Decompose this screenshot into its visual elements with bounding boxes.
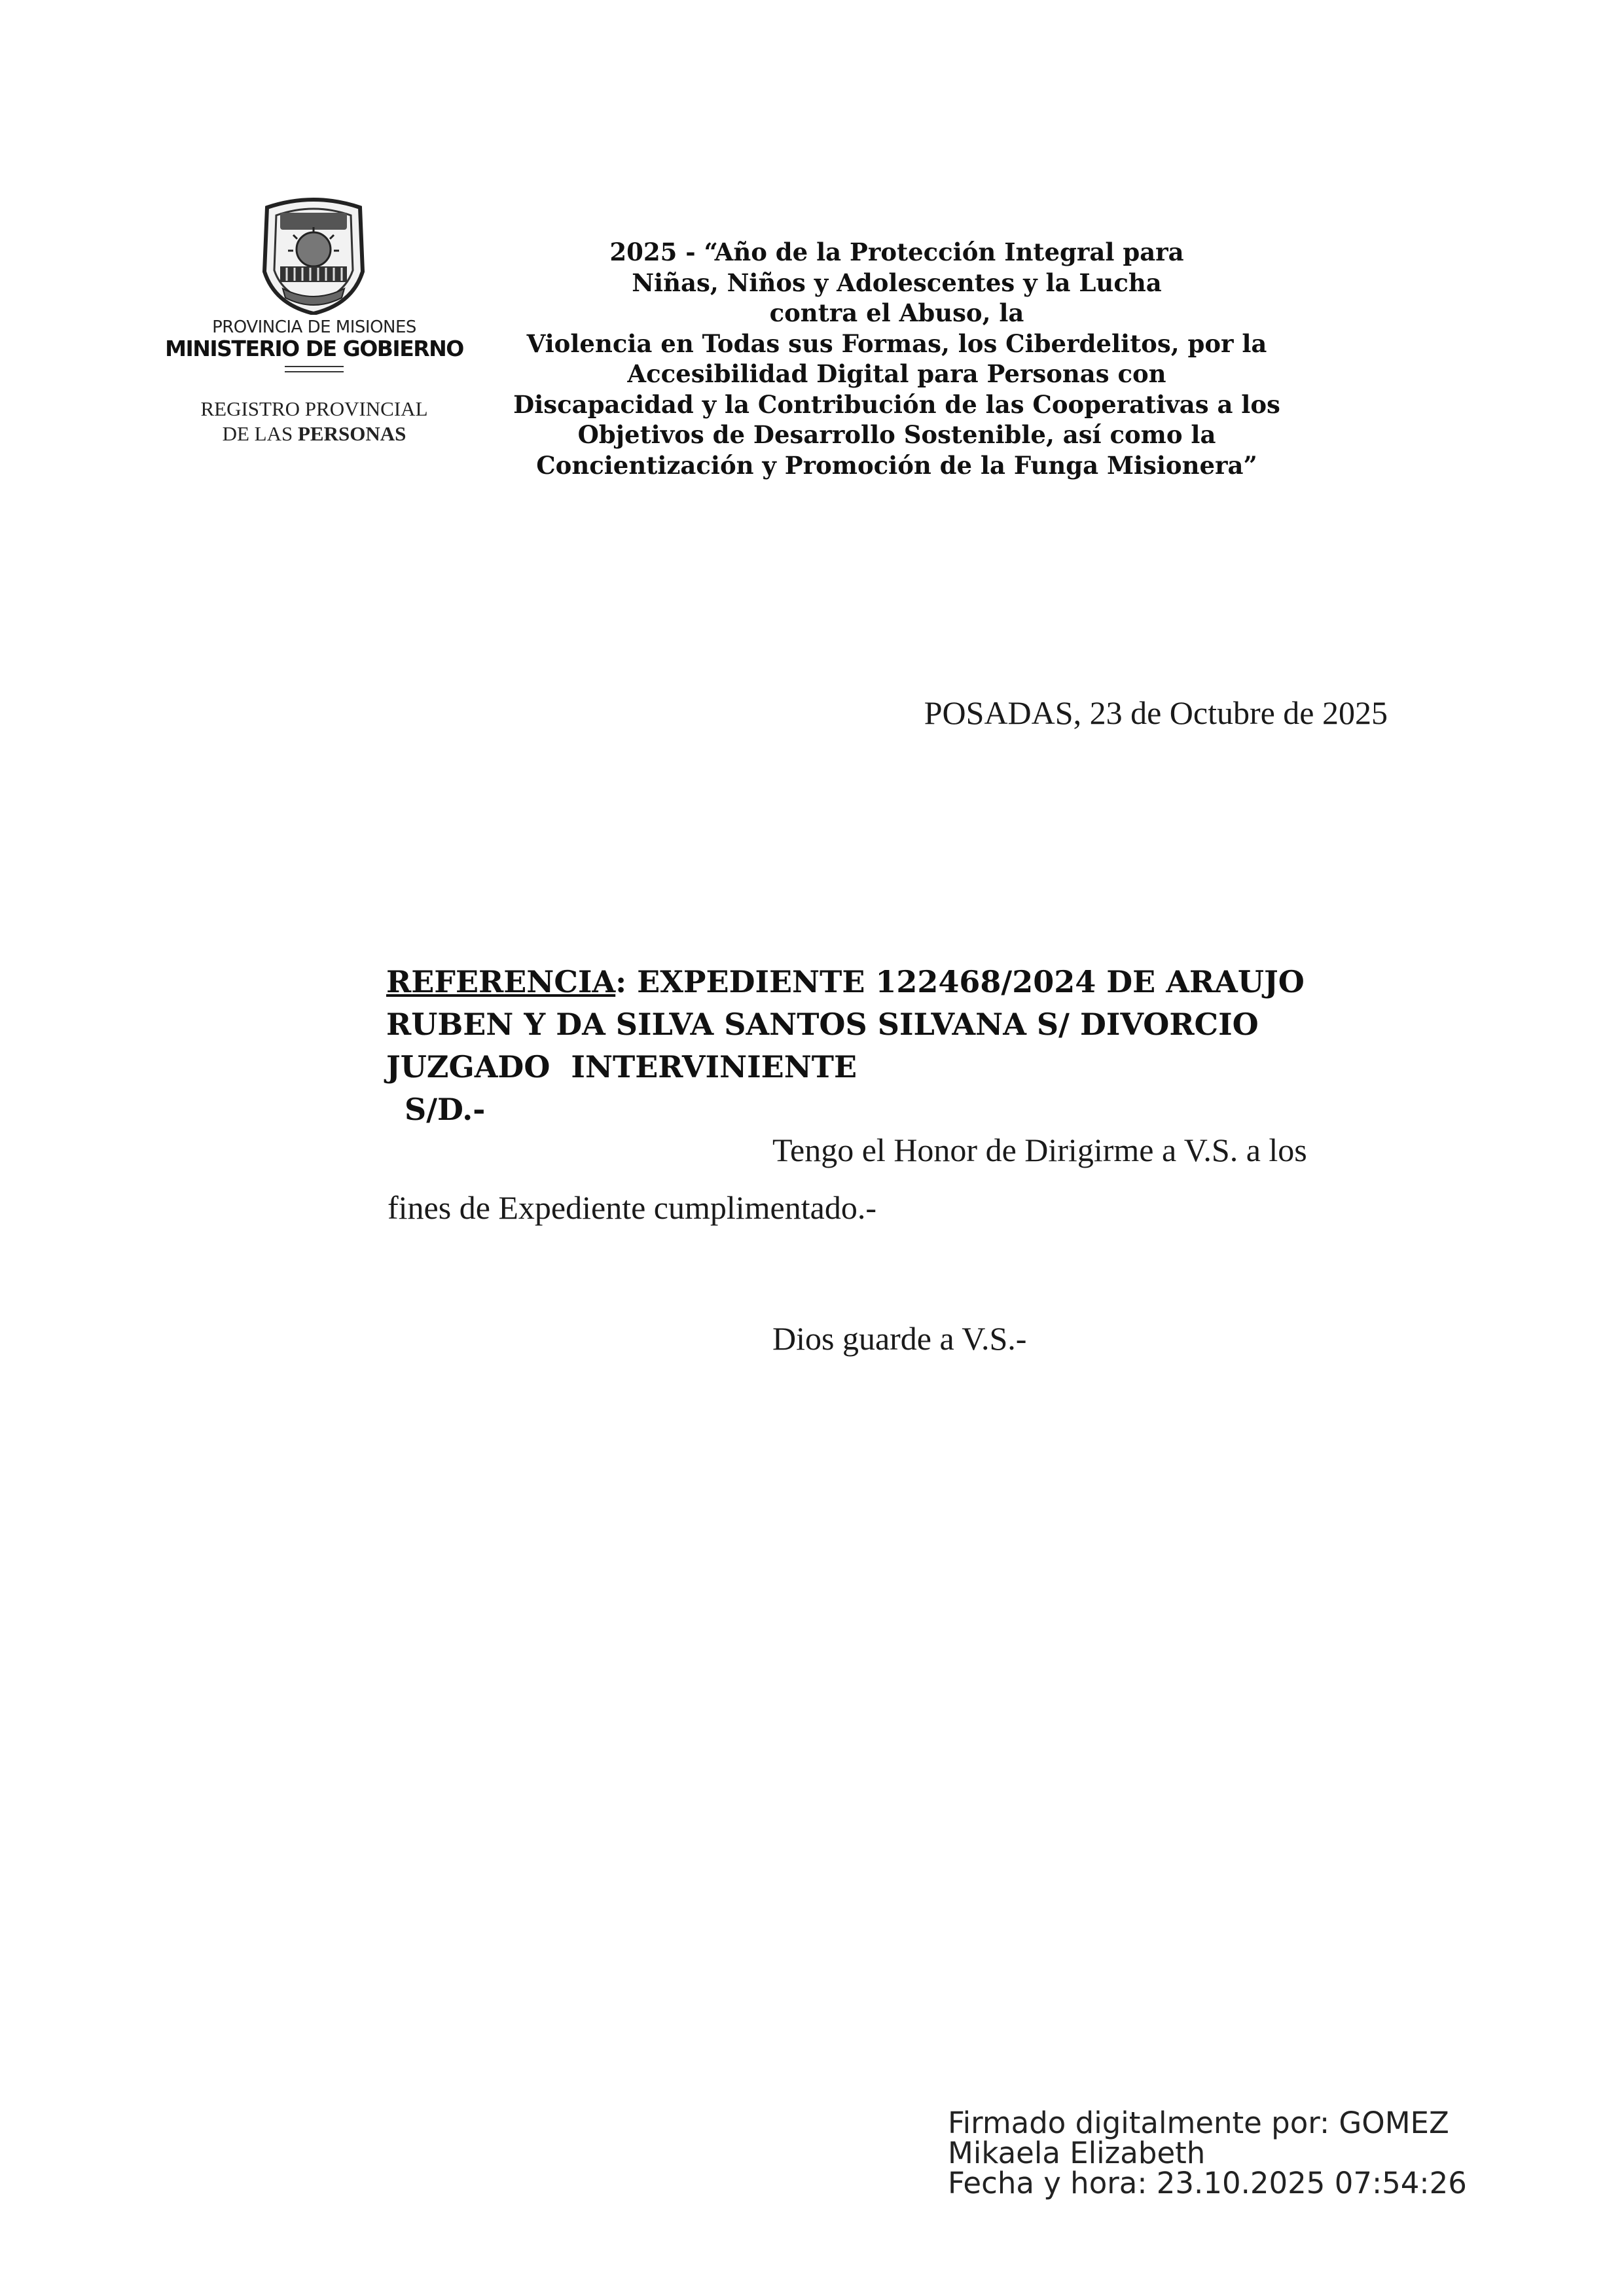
motto-line: 2025 - “Año de la Protección Integral para [609,238,1184,266]
digital-signature [948,2108,1537,2198]
reference-label: REFERENCIA [386,964,616,999]
reference-line-3: JUZGADO INTERVINIENTE [386,1049,857,1085]
logo-ministry: MINISTERIO DE GOBIERNO [165,336,463,361]
logo-registry-line2: DE LAS PERSONAS [222,422,406,445]
document-date: POSADAS, 23 de Octubre de 2025 [924,694,1388,731]
ministry-logo [157,193,471,455]
provincial-seal-icon [254,193,373,315]
motto-line: Objetivos de Desarrollo Sostenible, así como la [577,420,1216,449]
motto-line: Accesibilidad Digital para Personas con [627,359,1166,388]
motto-line: Concientización y Promoción de la Funga Misionera” [536,450,1257,480]
year-motto [471,237,1322,480]
motto-line: Violencia en Todas sus Formas, los Ciberdelitos, por la [526,329,1267,358]
signature-line-2: Mikaela Elizabeth [948,2136,1206,2170]
logo-rule-top [285,366,344,367]
reference-line-1 [386,961,1434,1003]
reference-block [386,961,1434,1131]
logo-registry-line1: REGISTRO PROVINCIAL [200,397,428,420]
signature-line-1: Firmado digitalmente por: GOMEZ [948,2106,1449,2140]
reference-line-4: S/D.- [405,1092,486,1127]
closing-line: Dios guarde a V.S.- [772,1320,1027,1357]
body-line-1: Tengo el Honor de Dirigirme a V.S. a los [772,1132,1307,1168]
signature-line-3: Fecha y hora: 23.10.2025 07:54:26 [948,2166,1467,2200]
reference-line-2: RUBEN Y DA SILVA SANTOS SILVANA S/ DIVORCIO [386,1007,1259,1042]
reference-text: : EXPEDIENTE 122468/2024 DE ARAUJO [615,964,1305,999]
motto-line: Niñas, Niños y Adolescentes y la Lucha [632,268,1162,297]
motto-line: contra el Abuso, la [769,298,1024,327]
motto-line: Discapacidad y la Contribución de las Cooperativas a los [513,389,1280,419]
logo-province: PROVINCIA DE MISIONES [212,317,416,337]
body-line-2: fines de Expediente cumplimentado.- [388,1189,876,1226]
logo-rule-bottom [285,371,344,372]
